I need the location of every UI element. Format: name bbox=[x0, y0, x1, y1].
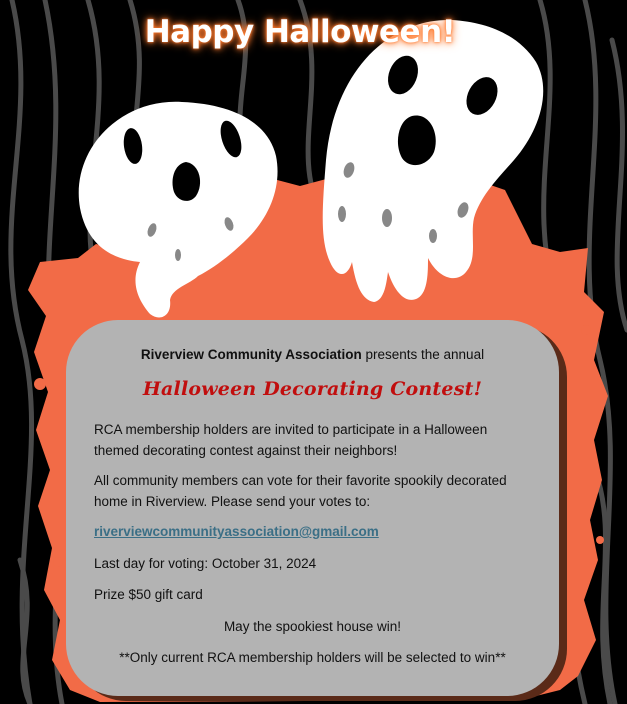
paragraph-invite: RCA membership holders are invited to participate in a Halloween themed decorating contest against their neighbors! bbox=[94, 422, 488, 458]
footnote-text: **Only current RCA membership holders will be selected to win** bbox=[119, 650, 506, 665]
prize-text: Prize $50 gift card bbox=[94, 587, 203, 602]
intro-line bbox=[66, 344, 559, 365]
email-link[interactable]: riverviewcommunityassociation@gmail.com bbox=[94, 524, 379, 539]
headline: Happy Halloween! bbox=[144, 14, 456, 50]
email-line bbox=[94, 521, 535, 542]
deadline-text: Last day for voting: October 31, 2024 bbox=[94, 556, 317, 571]
org-name: Riverview Community Association bbox=[140, 347, 362, 362]
info-card bbox=[66, 320, 559, 696]
paragraph-vote: All community members can vote for their favorite spookily decorated home in Riverview. Please send your votes to: bbox=[94, 473, 507, 509]
contest-title: Halloween Decorating Contest! bbox=[142, 378, 483, 400]
slogan-text: May the spookiest house win! bbox=[223, 619, 402, 634]
intro-tail: presents the annual bbox=[361, 347, 485, 362]
